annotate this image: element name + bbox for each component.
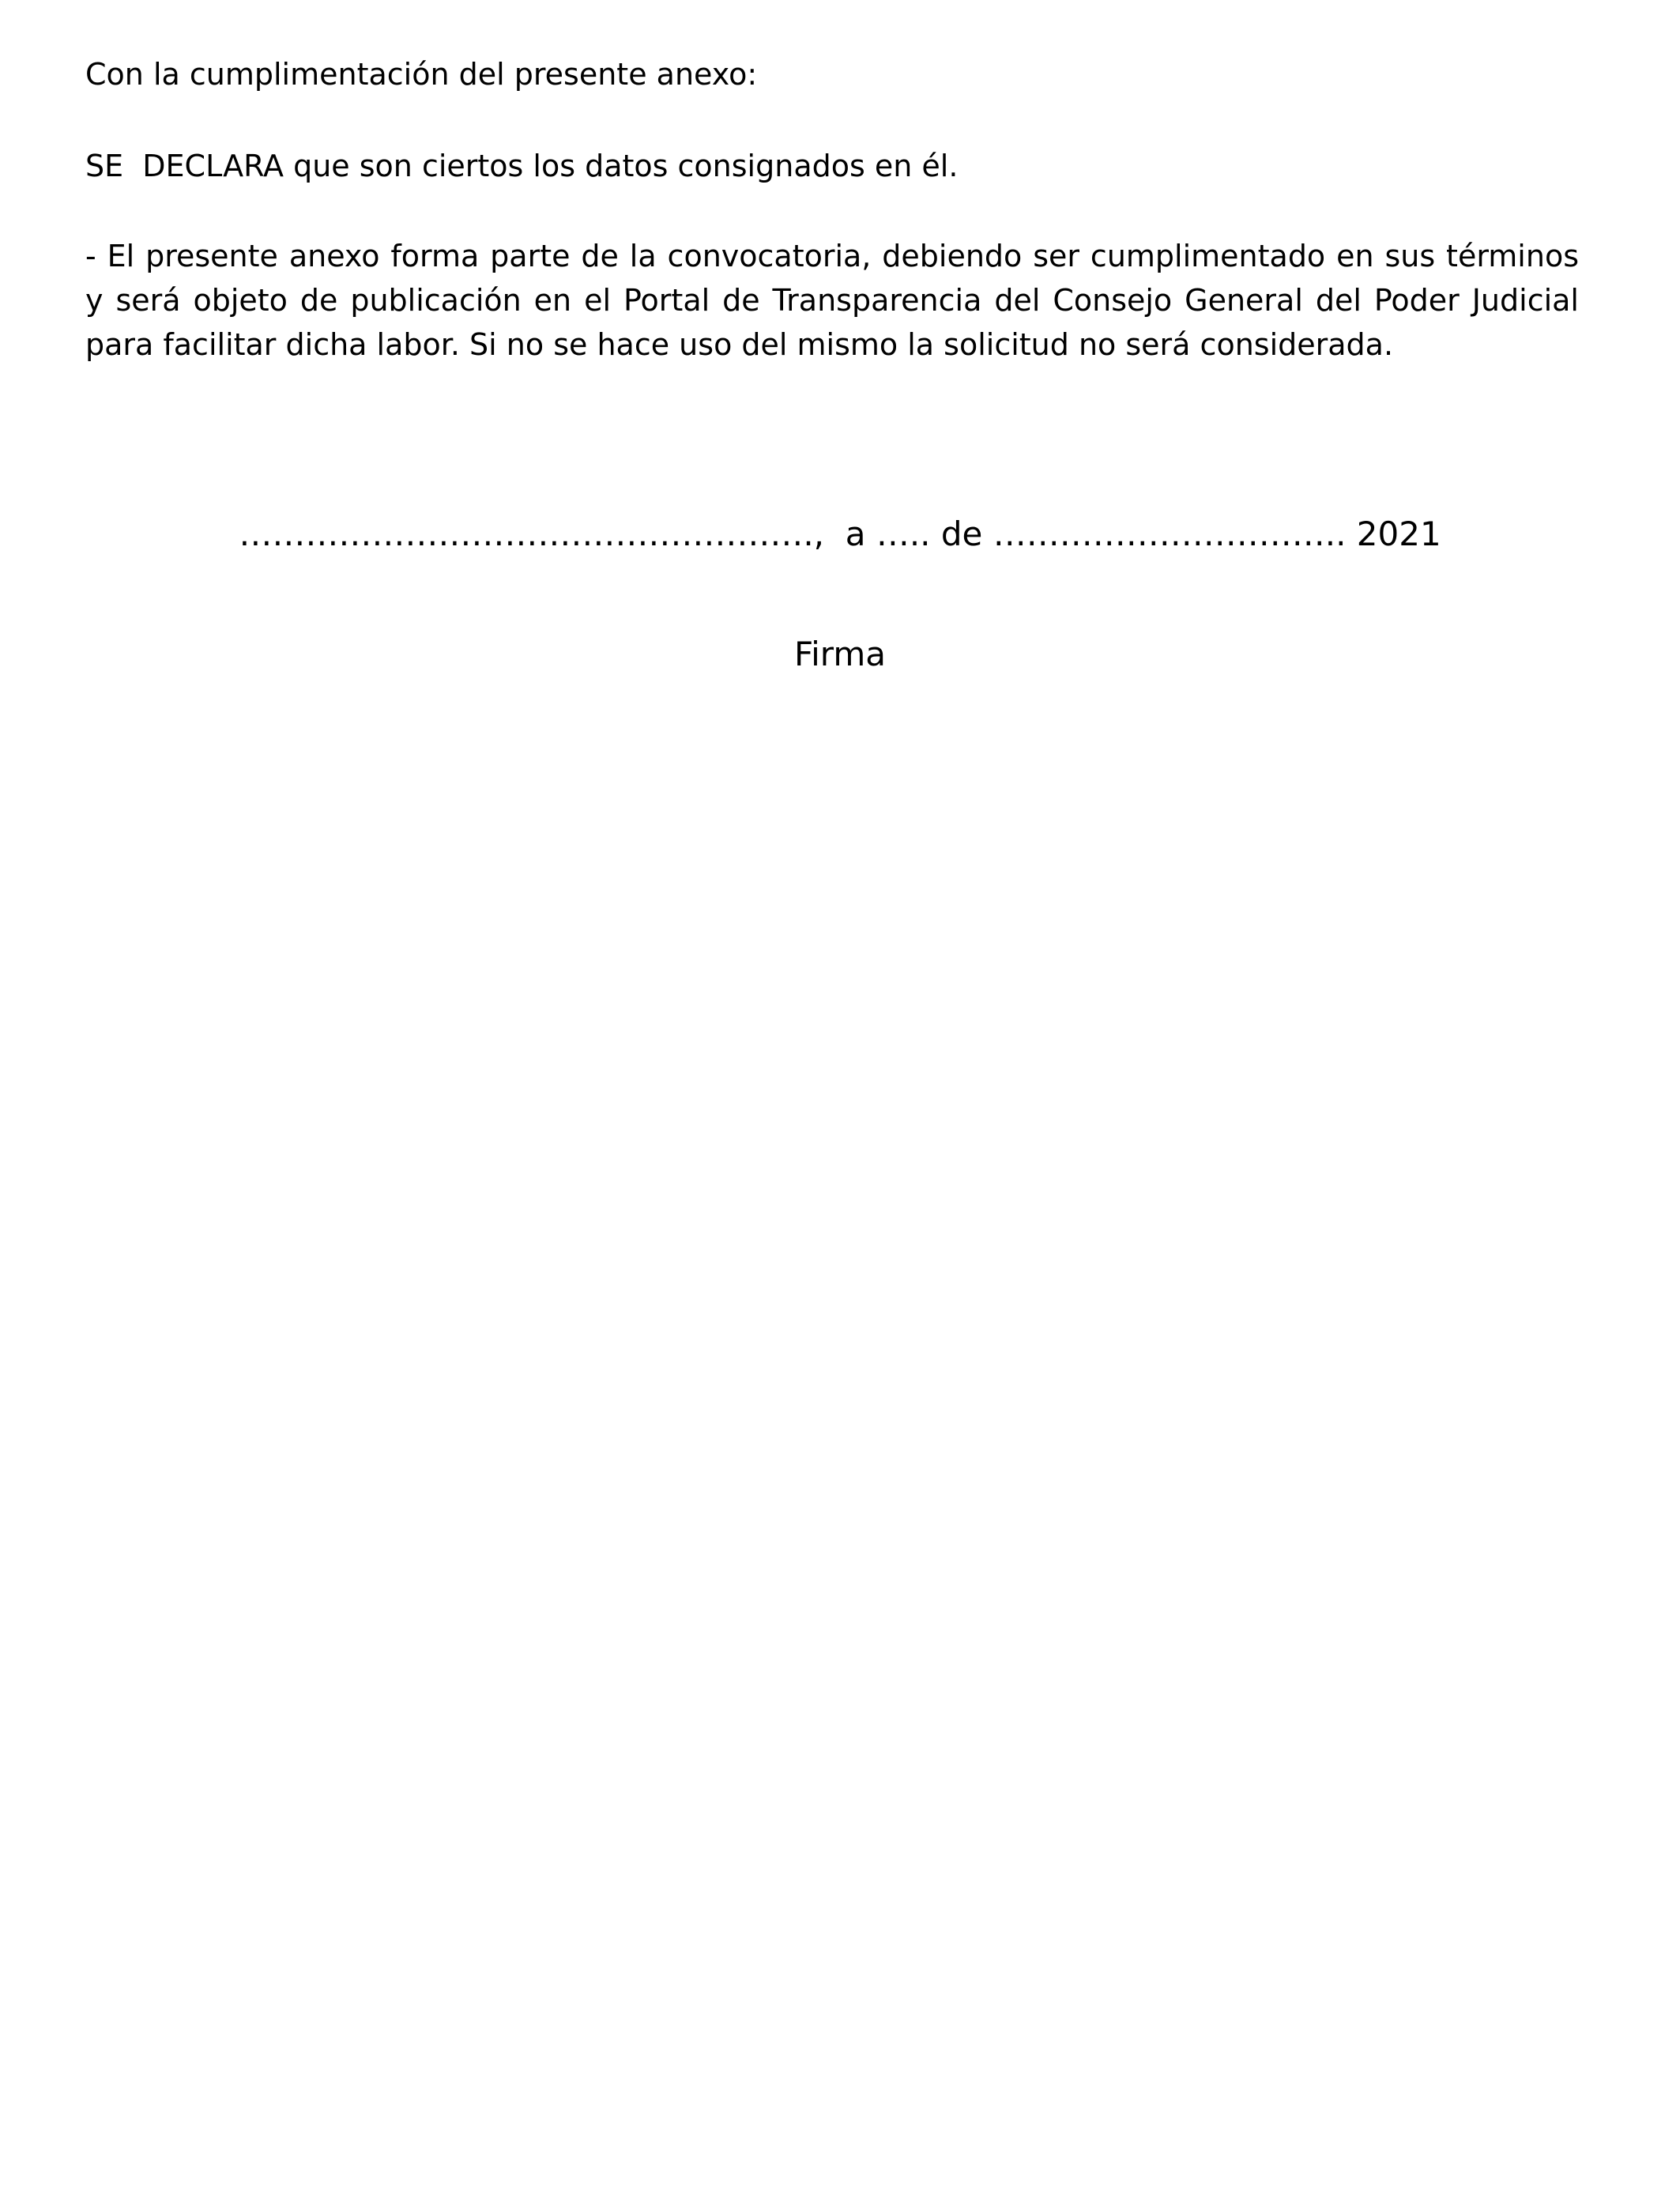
place-date-line: ……………………………………………., a ….. de ………………………….. 2021 (239, 515, 1441, 553)
annex-paragraph: - El presente anexo forma parte de la convocatoria, debiendo ser cumplimentado en sus términos y será objeto de publicación en el Portal de Transparencia del Consejo General del Poder Judicial para facilitar dicha labor. Si no se hace uso del mismo la solicitud no será considerada. (85, 239, 1579, 362)
intro-text: Con la cumplimentación del presente anexo: (85, 57, 758, 92)
signature-label: Firma (794, 635, 886, 673)
declaration-text: SE DECLARA que son ciertos los datos consignados en él. (85, 149, 959, 183)
